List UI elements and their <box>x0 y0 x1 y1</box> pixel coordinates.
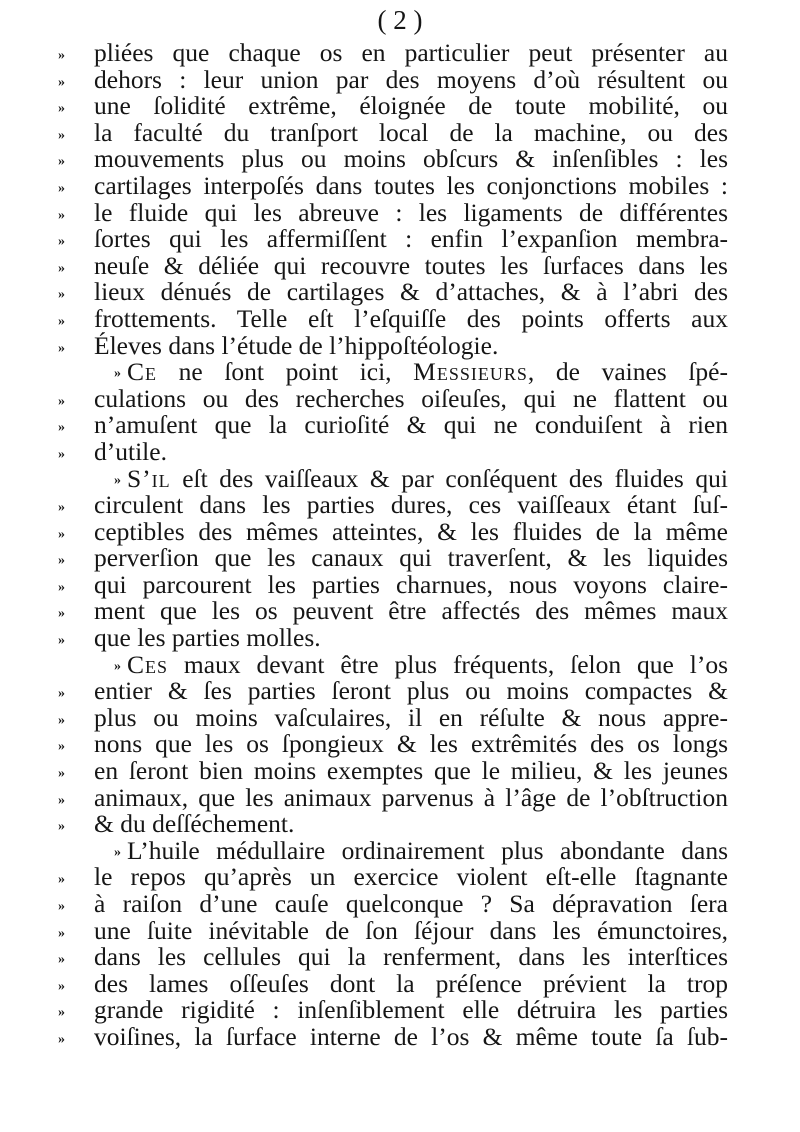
line-text <box>94 625 728 652</box>
body-text <box>0 40 800 1051</box>
line-text <box>94 412 728 439</box>
text-fragment: neuſe & déliée qui recouvre toutes les ſurfaces dans les <box>94 250 728 280</box>
quote-mark: » <box>58 553 64 569</box>
text-fragment: ceptibles des mêmes atteintes, & les fluides de la même <box>94 516 728 546</box>
text-fragment: ment que les os peuvent être affectés des mêmes maux <box>94 596 728 626</box>
text-line <box>0 250 800 280</box>
quote-mark: » <box>58 234 64 250</box>
quote-mark: » <box>58 287 64 303</box>
text-line <box>0 758 800 785</box>
quote-mark: » <box>58 606 64 622</box>
text-fragment: dehors : leur union par des moyens d’où résultent ou <box>94 64 728 94</box>
quote-mark: » <box>58 819 64 835</box>
text-fragment: d’utile. <box>94 436 167 466</box>
quote-mark: » <box>58 101 64 117</box>
text-line <box>0 412 800 439</box>
small-caps-word: Ces <box>127 649 169 679</box>
quote-mark: » <box>58 500 64 516</box>
text-line <box>0 702 800 732</box>
text-line <box>0 170 800 200</box>
text-fragment: cartilages interpoſés dans toutes les conjonctions mobiles : <box>94 170 728 200</box>
quote-mark: » <box>58 74 64 90</box>
text-fragment: mouvements plus ou moins obſcurs & inſenſibles : les <box>94 144 728 174</box>
text-fragment: qui parcourent les parties charnues, nous voyons claire- <box>94 569 728 599</box>
text-fragment: maux devant être plus fréquents, ſelon que l’os <box>168 649 728 679</box>
line-text <box>94 383 728 413</box>
quote-mark: » <box>58 180 64 196</box>
text-line <box>0 864 800 891</box>
line-text <box>94 915 728 945</box>
line-text <box>94 811 728 838</box>
quote-mark: » <box>58 446 64 462</box>
text-line <box>0 997 800 1024</box>
text-line <box>0 915 800 945</box>
text-fragment: une ſuite inévitable de ſon ſéjour dans les émunctoires, <box>94 915 728 945</box>
text-fragment: pliées que chaque os en particulier peut présenter au <box>94 38 728 67</box>
inline-quote-mark: » <box>114 472 121 488</box>
text-line <box>0 598 800 625</box>
quote-mark: » <box>58 1031 64 1047</box>
quote-mark: » <box>58 207 64 223</box>
text-line <box>0 146 800 173</box>
quote-mark: » <box>58 633 64 649</box>
line-text <box>94 64 728 94</box>
small-caps-word: S’il <box>127 463 171 493</box>
line-text <box>94 40 728 67</box>
line-text <box>94 702 728 732</box>
line-text <box>94 279 728 306</box>
quote-mark: » <box>58 154 64 170</box>
line-text <box>94 330 728 360</box>
quote-mark: » <box>58 978 64 994</box>
text-fragment: eſt des vaiſſeaux & par conſéquent des fluides qui <box>170 463 728 493</box>
quote-mark: » <box>58 952 64 968</box>
quote-mark: » <box>58 420 64 436</box>
line-text <box>94 197 728 227</box>
line-text <box>94 117 728 147</box>
text-line <box>0 64 800 94</box>
text-fragment: culations ou des recherches oiſeuſes, qui ne flattent ou <box>94 383 728 413</box>
quote-mark: » <box>58 1005 64 1021</box>
line-text <box>94 146 728 173</box>
line-text <box>94 968 728 998</box>
line-text <box>94 758 728 785</box>
text-line <box>0 1021 800 1051</box>
text-fragment: ſortes qui les affermiſſent : enfin l’expanſion membra- <box>94 224 728 254</box>
quote-mark: » <box>58 899 64 914</box>
line-text <box>94 170 728 200</box>
text-line <box>0 279 800 306</box>
line-text <box>94 93 728 120</box>
quote-mark: » <box>58 792 64 808</box>
line-text <box>94 516 728 546</box>
inline-quote-mark: » <box>114 658 121 674</box>
quote-mark: » <box>58 48 64 63</box>
text-fragment: circulent dans les parties dures, ces vaiſſeaux étant ſuſ- <box>94 490 728 520</box>
text-line <box>0 492 800 519</box>
text-fragment: animaux, que les animaux parvenus à l’âge de l’obſtruction <box>94 782 728 812</box>
quote-mark: » <box>58 712 64 728</box>
text-fragment: perverſion que les canaux qui traverſent, & les liquides <box>94 543 728 573</box>
quote-mark: » <box>58 313 64 329</box>
text-line <box>0 968 800 998</box>
text-line <box>0 678 800 705</box>
line-text <box>94 731 728 758</box>
inline-quote-mark: » <box>114 844 121 860</box>
text-fragment: , de vaines ſpé- <box>527 357 728 387</box>
text-line <box>0 545 800 572</box>
text-fragment: entier & ſes parties ſeront plus ou moins compactes & <box>94 676 728 706</box>
text-line <box>0 569 800 599</box>
text-fragment: voiſines, la ſurface interne de l’os & même toute ſa ſub- <box>94 1021 728 1051</box>
text-fragment: Éleves dans l’étude de l’hippoſtéologie. <box>94 330 499 360</box>
text-line <box>0 436 800 466</box>
text-line <box>0 649 800 679</box>
text-line <box>0 359 800 386</box>
text-line <box>0 625 800 652</box>
text-fragment: nons que les os ſpongieux & les extrêmités des os longs <box>94 729 728 759</box>
quote-mark: » <box>58 686 64 702</box>
line-text <box>94 226 728 253</box>
line-text <box>94 569 728 599</box>
text-fragment: plus ou moins vaſculaires, il en réſulte & nous appre- <box>94 702 728 732</box>
text-line <box>0 463 800 493</box>
text-line <box>0 782 800 812</box>
quote-mark: » <box>58 579 64 595</box>
quote-mark: » <box>58 393 64 409</box>
quote-mark: » <box>58 526 64 542</box>
line-text <box>94 864 728 891</box>
line-text <box>94 944 728 971</box>
text-line <box>0 226 800 253</box>
text-fragment: des lames oſſeuſes dont la préſence prévient la trop <box>94 968 728 998</box>
quote-mark: » <box>58 739 64 755</box>
text-line <box>0 891 800 918</box>
text-fragment: frottements. Telle eſt l’eſquiſſe des points offerts aux <box>94 303 728 333</box>
text-line <box>0 731 800 758</box>
text-line <box>0 516 800 546</box>
inline-quote-mark: » <box>114 366 121 382</box>
line-text <box>94 678 728 705</box>
text-line <box>0 383 800 413</box>
small-caps-word: Messieurs <box>413 357 528 387</box>
text-fragment: la faculté du tranſport local de la machine, ou des <box>94 117 728 147</box>
text-line <box>0 93 800 120</box>
quote-mark: » <box>58 127 64 143</box>
line-text <box>94 1021 728 1051</box>
text-fragment: en ſeront bien moins exemptes que le milieu, & les jeunes <box>94 756 728 786</box>
quote-mark: » <box>58 872 64 888</box>
quote-mark: » <box>58 766 64 782</box>
text-fragment: & du deſſéchement. <box>94 809 295 839</box>
quote-mark: » <box>58 340 64 356</box>
text-fragment: le fluide qui les abreuve : les ligaments de différentes <box>94 197 728 227</box>
text-fragment: que les parties molles. <box>94 623 321 653</box>
text-line <box>0 197 800 227</box>
quote-mark: » <box>58 260 64 276</box>
line-text <box>94 997 728 1024</box>
text-line <box>0 40 800 67</box>
text-fragment: ne ſont point ici, <box>157 357 414 387</box>
line-text <box>94 303 728 333</box>
text-fragment: L’huile médullaire ordinairement plus abondante dans <box>127 835 728 865</box>
text-line <box>0 117 800 147</box>
text-line <box>0 944 800 971</box>
text-fragment: à raiſon d’une cauſe quelconque ? Sa dépravation ſera <box>94 889 728 918</box>
line-text <box>94 436 728 466</box>
text-fragment: le repos qu’après un exercice violent eſt-elle ſtagnante <box>94 862 728 892</box>
line-text <box>94 545 728 572</box>
page-number: ( 2 ) <box>377 5 423 35</box>
text-fragment: n’amuſent que la curioſité & qui ne conduiſent à rien <box>94 410 728 440</box>
text-fragment: dans les cellules qui la renferment, dans les interſtices <box>94 942 728 972</box>
text-line <box>0 330 800 360</box>
text-line <box>0 811 800 838</box>
text-line <box>0 303 800 333</box>
line-text <box>94 782 728 812</box>
text-fragment: une ſolidité extrême, éloignée de toute mobilité, ou <box>94 91 728 121</box>
line-text <box>94 598 728 625</box>
text-fragment: lieux dénués de cartilages & d’attaches, & à l’abri des <box>94 277 728 307</box>
line-text <box>94 250 728 280</box>
text-line <box>0 835 800 865</box>
text-fragment: grande rigidité : inſenſiblement elle détruira les parties <box>94 995 728 1025</box>
quote-mark: » <box>58 925 64 941</box>
small-caps-word: Ce <box>127 357 158 387</box>
line-text <box>94 492 728 519</box>
line-text <box>94 891 728 918</box>
